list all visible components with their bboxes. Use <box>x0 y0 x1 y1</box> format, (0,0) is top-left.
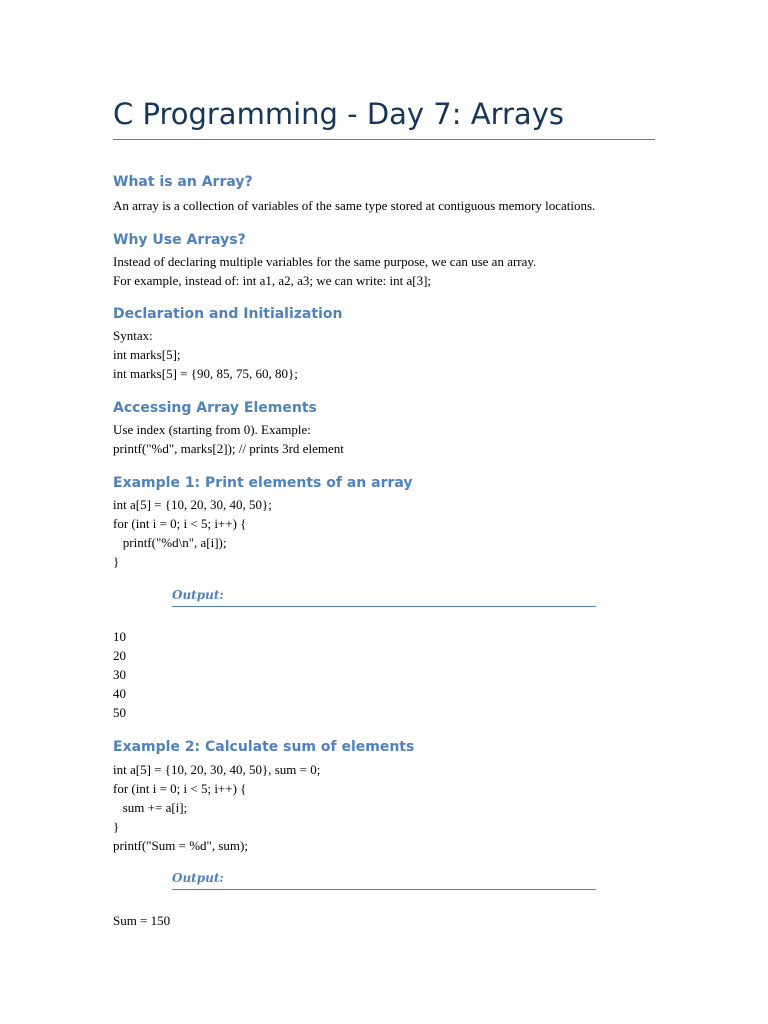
code-line: printf("%d", marks[2]); // prints 3rd element <box>113 441 344 456</box>
code-line: sum += a[i]; <box>113 800 188 815</box>
output-line: 20 <box>113 648 126 663</box>
heading-declaration: Declaration and Initialization <box>113 306 343 322</box>
code-line: int marks[5]; <box>113 347 181 362</box>
code-line: } <box>113 819 120 834</box>
heading-example-2: Example 2: Calculate sum of elements <box>113 739 415 755</box>
output-line: Sum = 150 <box>113 913 171 928</box>
heading-example-1: Example 1: Print elements of an array <box>113 475 413 491</box>
paragraph-line: For example, instead of: int a1, a2, a3; we can write: int a[3]; <box>113 273 432 288</box>
paragraph-line: An array is a collection of variables of the same type stored at contiguous memory locations. <box>113 198 596 213</box>
output-label: Output: <box>172 871 224 885</box>
page-title: C Programming - Day 7: Arrays <box>113 97 564 131</box>
output-line: 50 <box>113 705 126 720</box>
output-line: 10 <box>113 629 126 644</box>
heading-what-is-array: What is an Array? <box>113 174 253 190</box>
code-line: printf("%d\n", a[i]); <box>113 535 227 550</box>
code-line: printf("Sum = %d", sum); <box>113 838 248 853</box>
code-line: } <box>113 554 120 569</box>
title-underline <box>113 139 655 140</box>
output-underline <box>172 889 596 890</box>
paragraph-line: Use index (starting from 0). Example: <box>113 422 311 437</box>
paragraph-line: Syntax: <box>113 328 153 343</box>
output-underline <box>172 606 596 607</box>
code-line: for (int i = 0; i < 5; i++) { <box>113 781 247 796</box>
output-line: 30 <box>113 667 126 682</box>
paragraph-line: Instead of declaring multiple variables for the same purpose, we can use an array. <box>113 254 537 269</box>
heading-why-use-arrays: Why Use Arrays? <box>113 232 246 248</box>
output-label: Output: <box>172 588 224 602</box>
code-line: for (int i = 0; i < 5; i++) { <box>113 516 247 531</box>
code-line: int a[5] = {10, 20, 30, 40, 50}, sum = 0; <box>113 762 321 777</box>
code-line: int marks[5] = {90, 85, 75, 60, 80}; <box>113 366 298 381</box>
code-line: int a[5] = {10, 20, 30, 40, 50}; <box>113 497 272 512</box>
heading-accessing: Accessing Array Elements <box>113 400 317 416</box>
output-line: 40 <box>113 686 126 701</box>
